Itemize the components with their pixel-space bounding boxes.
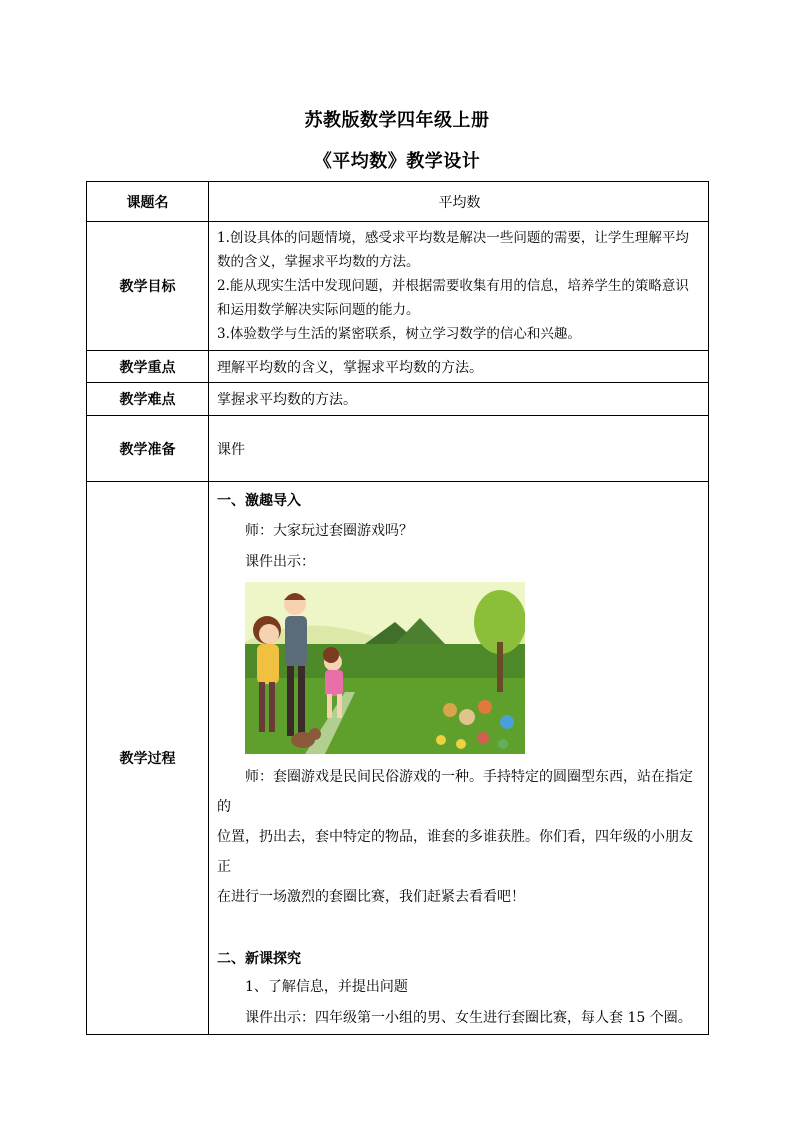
father-leg: [298, 666, 305, 736]
mother-leg: [269, 682, 275, 732]
lesson-plan-table: [86, 181, 709, 1035]
goal-line: 1.创设具体的问题情境，感受求平均数是解决一些问题的需要，让学生理解平均: [217, 230, 689, 246]
teacher-explanation: 师：套圈游戏是民间民俗游戏的一种。手持特定的圆圈型东西，站在指定的: [217, 769, 693, 815]
table-row: [87, 416, 709, 482]
girl-dress: [325, 670, 343, 696]
father-shirt: [285, 616, 307, 666]
toy-icon: [500, 715, 514, 729]
goal-line: 数的含义，掌握求平均数的方法。: [217, 254, 420, 270]
table-row: [87, 351, 709, 383]
key-points-label: 教学重点: [87, 351, 209, 383]
teacher-explanation: 位置，扔出去，套中特定的物品，谁套的多谁获胜。你们看，四年级的小朋友正: [217, 829, 693, 875]
girl-leg: [327, 694, 332, 718]
goal-line: 2.能从现实生活中发现问题，并根据需要收集有用的信息，培养学生的策略意识: [217, 278, 689, 294]
preparation-label: 教学准备: [87, 416, 209, 482]
girl-hair: [323, 647, 339, 663]
topic-value: 平均数: [209, 182, 709, 222]
teacher-explanation: 在进行一场激烈的套圈比赛，我们赶紧去看看吧！: [217, 889, 525, 905]
table-row: [87, 482, 709, 1035]
goal-line: 3.体验数学与生活的紧密联系，树立学习数学的信心和兴趣。: [217, 326, 581, 342]
toy-icon: [443, 703, 457, 717]
toy-icon: [478, 700, 492, 714]
duck-toy-icon: [456, 739, 466, 749]
duck-toy-icon: [436, 735, 446, 745]
table-row: [87, 383, 709, 416]
mother-leg: [259, 682, 265, 732]
toy-icon: [477, 732, 489, 744]
mother-face: [259, 624, 279, 644]
dog-head: [309, 728, 321, 740]
teddy-bear-icon: [459, 709, 475, 725]
process-label: 教学过程: [87, 482, 209, 1035]
table-row: [87, 182, 709, 222]
goal-line: 和运用数学解决实际问题的能力。: [217, 302, 420, 318]
mother-dress: [257, 644, 279, 684]
teacher-question: 师：大家玩过套圈游戏吗？: [245, 523, 413, 539]
step-detail: 课件出示：四年级第一小组的男、女生进行套圈比赛，每人套 15 个圈。: [245, 1010, 692, 1026]
topic-label: 课题名: [87, 182, 209, 222]
process-cell: [209, 482, 709, 1035]
doc-title-line1: 苏教版数学四年级上册: [304, 110, 490, 131]
courseware-label: 课件出示：: [245, 554, 315, 570]
key-points-value: 理解平均数的含义，掌握求平均数的方法。: [209, 351, 709, 383]
difficulty-value: 掌握求平均数的方法。: [209, 383, 709, 416]
goals-cell: [209, 222, 709, 351]
difficulty-label: 教学难点: [87, 383, 209, 416]
section-heading: 一、激趣导入: [217, 493, 301, 509]
tree-trunk: [497, 642, 503, 692]
step-heading: 1、了解信息，并提出问题: [245, 979, 408, 995]
girl-leg: [337, 694, 342, 718]
father-leg: [287, 666, 294, 736]
toy-icon: [498, 739, 508, 749]
goals-label: 教学目标: [87, 222, 209, 351]
preparation-value: 课件: [209, 416, 709, 482]
doc-title-line2: 《平均数》教学设计: [313, 151, 481, 172]
table-row: [87, 222, 709, 351]
section-heading: 二、新课探究: [217, 951, 301, 967]
ring-toss-illustration: [245, 582, 525, 754]
